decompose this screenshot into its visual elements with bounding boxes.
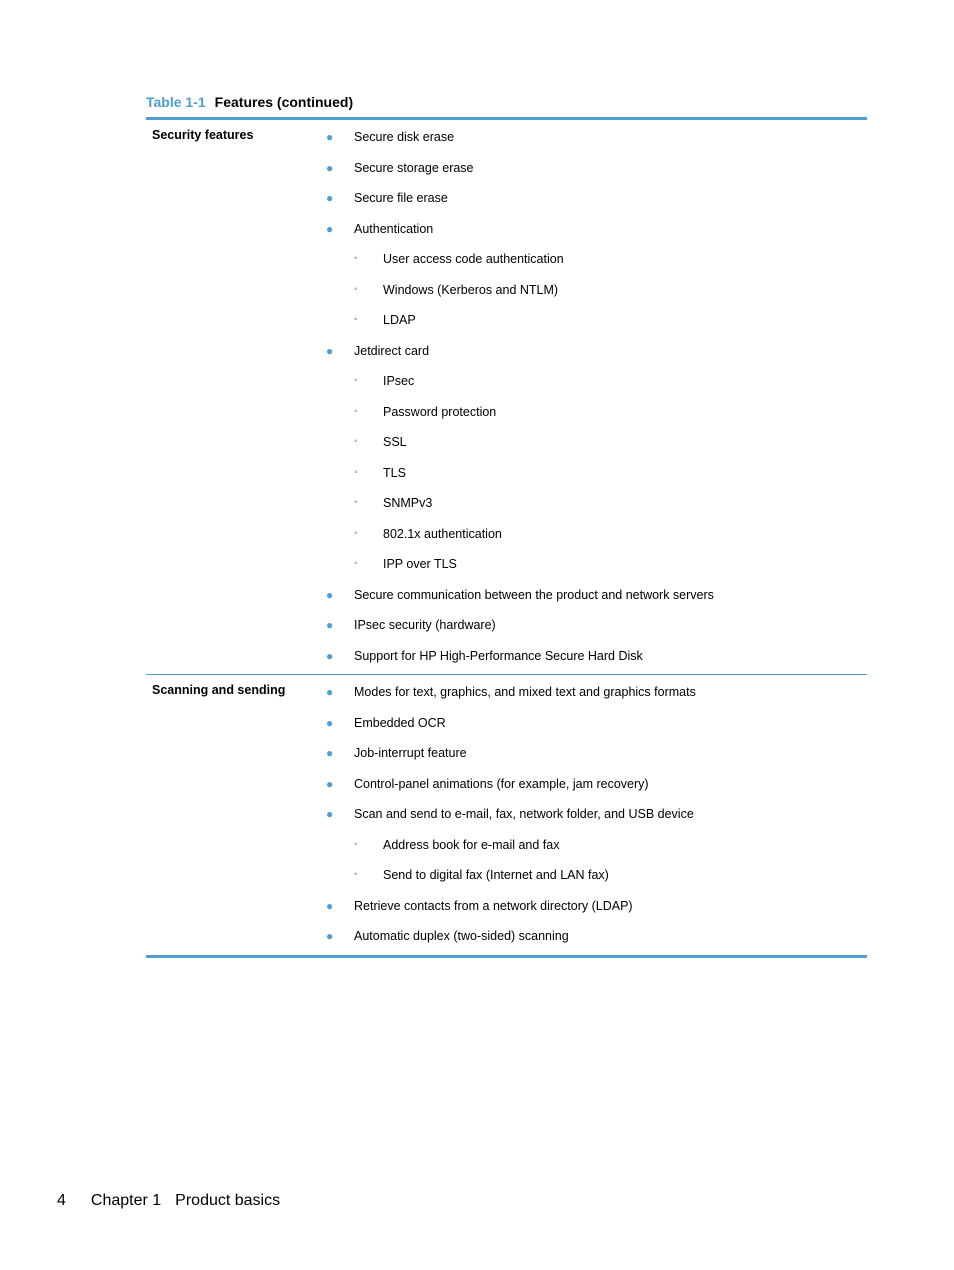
item-text: IPsec security (hardware) <box>354 618 496 632</box>
item-text: Password protection <box>383 404 497 419</box>
sub-list-item <box>316 305 867 336</box>
item-text: Windows (Kerberos and NTLM) <box>383 282 559 297</box>
item-text: SNMPv3 <box>383 496 433 510</box>
bullet-icon: ● <box>326 160 334 175</box>
hollow-bullet-icon: ◦ <box>354 283 358 295</box>
sub-list-item <box>316 830 867 861</box>
sub-list-item <box>316 860 867 891</box>
item-text: Modes for text, graphics, and mixed text and graphics formats <box>354 685 696 699</box>
list-item <box>316 183 867 214</box>
hollow-bullet-icon: ◦ <box>354 314 358 325</box>
sub-list-item <box>316 275 867 306</box>
bullet-icon: ● <box>326 776 334 791</box>
table-number: Table 1-1 <box>146 94 206 110</box>
table-section <box>146 674 867 955</box>
bullet-icon: ● <box>326 221 334 236</box>
hollow-bullet-icon: ◦ <box>354 375 358 386</box>
item-text: LDAP <box>383 313 416 327</box>
item-text: Job-interrupt feature <box>354 746 467 760</box>
item-text: Automatic duplex (two-sided) scanning <box>354 929 569 943</box>
item-text: Authentication <box>354 221 434 236</box>
list-item <box>316 677 867 708</box>
features-table <box>146 117 867 958</box>
page-footer <box>57 1192 280 1210</box>
section-label: Scanning and sending <box>152 683 286 697</box>
list-item <box>316 580 867 611</box>
item-text: User access code authentication <box>383 252 564 266</box>
table-section <box>146 120 867 674</box>
item-text: Control-panel animations (for example, jam recovery) <box>354 776 649 791</box>
item-text: Jetdirect card <box>354 343 430 358</box>
hollow-bullet-icon: ◦ <box>354 527 358 539</box>
sub-list-item <box>316 488 867 519</box>
list-item <box>316 708 867 739</box>
item-text: IPP over TLS <box>383 557 457 571</box>
hollow-bullet-icon: ◦ <box>354 497 358 508</box>
item-text: 802.1x authentication <box>383 526 502 541</box>
sub-list-item <box>316 397 867 428</box>
hollow-bullet-icon: ◦ <box>354 838 358 850</box>
list-item <box>316 921 867 952</box>
item-text: Retrieve contacts from a network directory (LDAP) <box>354 898 633 913</box>
page-number: 4 <box>57 1192 66 1209</box>
section-label: Security features <box>152 128 254 142</box>
bullet-icon: ● <box>326 715 334 730</box>
item-text: Support for HP High-Performance Secure Hard Disk <box>354 648 643 663</box>
list-item <box>316 738 867 769</box>
sub-list-item <box>316 427 867 458</box>
list-item <box>316 769 867 800</box>
hollow-bullet-icon: ◦ <box>354 405 358 417</box>
item-text: TLS <box>383 465 406 480</box>
sub-list-item <box>316 519 867 550</box>
list-item <box>316 153 867 184</box>
bullet-icon: ● <box>326 746 334 760</box>
item-text: Send to digital fax (Internet and LAN fax) <box>383 868 609 882</box>
list-item <box>316 641 867 672</box>
hollow-bullet-icon: ◦ <box>354 253 358 264</box>
bullet-icon: ● <box>326 898 334 913</box>
bullet-icon: ● <box>326 191 334 205</box>
list-item <box>316 122 867 153</box>
sub-list-item <box>316 549 867 580</box>
list-item <box>316 214 867 245</box>
bullet-icon: ● <box>326 343 334 358</box>
item-text: Address book for e-mail and fax <box>383 837 560 852</box>
hollow-bullet-icon: ◦ <box>354 466 358 478</box>
list-item <box>316 610 867 641</box>
bullet-icon: ● <box>326 648 334 663</box>
bullet-icon: ● <box>326 929 334 943</box>
list-item <box>316 799 867 830</box>
feature-list <box>316 122 867 671</box>
table-title: Features (continued) <box>214 94 354 110</box>
list-item <box>316 891 867 922</box>
sub-list-item <box>316 458 867 489</box>
feature-list <box>316 677 867 952</box>
list-item <box>316 336 867 367</box>
item-text: Embedded OCR <box>354 715 446 730</box>
chapter-label: Chapter 1 <box>90 1192 162 1209</box>
bullet-icon: ● <box>326 130 334 144</box>
item-text: IPsec <box>383 374 415 388</box>
bullet-icon: ● <box>326 587 334 602</box>
bullet-icon: ● <box>326 618 334 632</box>
item-text: Secure file erase <box>354 191 448 205</box>
sub-list-item <box>316 244 867 275</box>
item-text: Secure storage erase <box>354 160 474 175</box>
chapter-title: Product basics <box>175 1192 281 1209</box>
bullet-icon: ● <box>326 685 334 699</box>
item-text: Scan and send to e-mail, fax, network folder, and USB device <box>354 807 694 821</box>
item-text: Secure communication between the product and network servers <box>354 587 714 602</box>
hollow-bullet-icon: ◦ <box>354 558 358 569</box>
hollow-bullet-icon: ◦ <box>354 869 358 880</box>
sub-list-item <box>316 366 867 397</box>
item-text: SSL <box>383 435 407 449</box>
table-caption <box>146 94 353 110</box>
hollow-bullet-icon: ◦ <box>354 436 358 447</box>
item-text: Secure disk erase <box>354 130 455 144</box>
bullet-icon: ● <box>326 807 334 821</box>
